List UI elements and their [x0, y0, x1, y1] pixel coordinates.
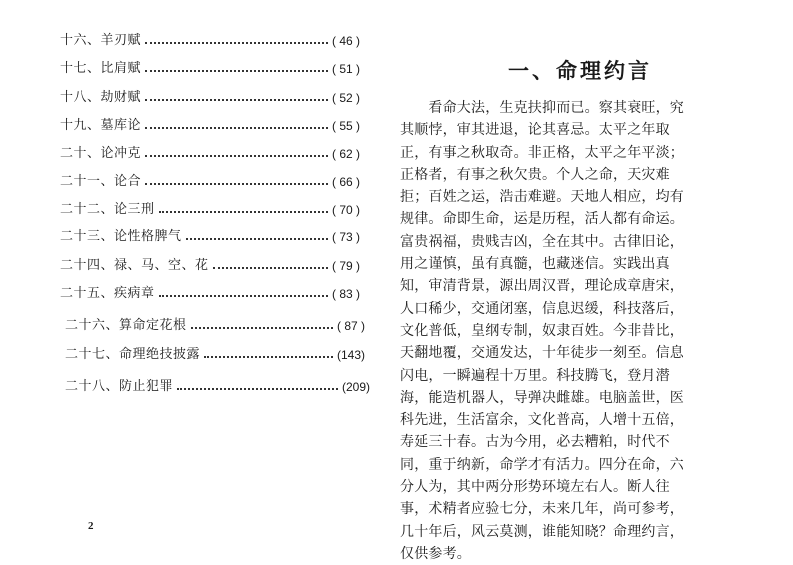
chapter-body: [400, 97, 780, 565]
toc-entry-title: 二十二、论三刑: [60, 202, 155, 217]
body-line: 拒；百姓之运，浩击难避。天地人相应，均有: [400, 189, 684, 206]
toc-entry-page: (143): [336, 348, 365, 362]
chapter-title: 一、命理约言: [508, 58, 652, 83]
toc-entry[interactable]: [60, 199, 360, 221]
body-line: 事，术精者应验七分，未来几年，尚可参考，: [400, 501, 684, 518]
body-line: 正，有事之秋取奇。非正格，太平之年平淡；: [400, 144, 684, 161]
toc-entry[interactable]: [60, 115, 360, 137]
body-line: 同，重于纳新，命学才有活力。四分在命，六: [400, 456, 684, 473]
toc-entry[interactable]: [60, 143, 360, 165]
body-line: 知，审清背景，源出周汉晋，理论成章唐宋，: [400, 278, 684, 295]
toc-leader-dots: [191, 327, 333, 329]
toc-leader-dots: [159, 211, 328, 213]
toc-entry-title: 二十三、论性格脾气: [60, 229, 182, 244]
body-line: 分人为，其中两分形势环境左右人。断人往: [400, 479, 670, 496]
body-line: 人口稀少，交通闭塞，信息迟缓，科技落后，: [400, 300, 684, 317]
toc-leader-dots: [145, 183, 328, 185]
toc-leader-dots: [145, 42, 328, 44]
toc-leader-dots: [145, 99, 328, 101]
body-line: 规律。命即生命，运是历程，活人都有命运。: [400, 211, 684, 228]
toc-entry-page: ( 46 ): [331, 34, 360, 48]
toc-entry[interactable]: [60, 87, 360, 109]
toc-entry-title: 二十、论冲克: [60, 146, 142, 161]
body-line: 文化普低，皇纲专制，奴隶百姓。今非昔比，: [400, 322, 684, 339]
toc-entry-title: 十九、墓库论: [60, 118, 142, 133]
toc-entry-page: ( 55 ): [331, 119, 360, 133]
body-line: 天翻地覆，交通发达，十年徒步一刻至。信息: [400, 345, 684, 362]
toc-entry-title: 十八、劫财赋: [60, 90, 142, 105]
toc-entry[interactable]: [60, 30, 360, 52]
toc-entry-page: ( 79 ): [331, 259, 360, 273]
toc-entry[interactable]: [65, 315, 365, 337]
toc-entry-page: ( 52 ): [331, 91, 360, 105]
toc-entry[interactable]: [60, 226, 360, 248]
toc-entry-page: ( 83 ): [331, 287, 360, 301]
toc-entry[interactable]: [60, 171, 360, 193]
toc-entry[interactable]: [65, 376, 370, 398]
toc-entry-title: 二十七、命理绝技披露: [65, 347, 201, 362]
body-line: 仅供参考。: [400, 545, 471, 562]
toc-leader-dots: [145, 127, 328, 129]
body-line: 闪电，一瞬遍程十万里。科技腾飞，登月潜: [400, 367, 670, 384]
toc-leader-dots: [204, 356, 333, 358]
toc-leader-dots: [159, 295, 328, 297]
toc-entry-title: 十六、羊刃赋: [60, 33, 142, 48]
body-line: 用之谨慎，虽有真髓，也藏迷信。实践出真: [400, 256, 670, 273]
body-line: 富贵祸福，贵贱吉凶，全在其中。古律旧论，: [400, 233, 684, 250]
body-line: 正格者，有事之秋欠贵。个人之命，天灾难: [400, 166, 670, 183]
toc-leader-dots: [186, 238, 328, 240]
toc-entry-title: 二十八、防止犯罪: [65, 379, 174, 394]
toc-entry-title: 十七、比肩赋: [60, 61, 142, 76]
toc-entry-page: (209): [341, 380, 370, 394]
toc-leader-dots: [145, 155, 328, 157]
toc-leader-dots: [145, 70, 328, 72]
toc-entry-title: 二十四、禄、马、空、花: [60, 258, 209, 273]
toc-entry-page: ( 87 ): [336, 319, 365, 333]
body-line: 海，能造机器人，导弹决雌雄。电脑盖世，医: [400, 389, 684, 406]
toc-entry[interactable]: [60, 255, 360, 277]
toc-entry-page: ( 51 ): [331, 62, 360, 76]
page-number: 2: [88, 520, 94, 532]
toc-leader-dots: [213, 267, 328, 269]
toc-entry-page: ( 66 ): [331, 175, 360, 189]
toc-entry-title: 二十一、论合: [60, 174, 142, 189]
body-line: 几十年后，风云莫测，谁能知晓？命理约言，: [400, 523, 684, 540]
body-line: 其顺悖，审其进退，论其喜忌。太平之年取: [400, 122, 670, 139]
toc-entry[interactable]: [60, 283, 360, 305]
toc-leader-dots: [177, 388, 338, 390]
body-line: 科先进，生活富余，文化普高，人增十五倍，: [400, 412, 684, 429]
toc-entry-page: ( 70 ): [331, 203, 360, 217]
body-line: 寿延三十春。古为今用，必去糟粕，时代不: [400, 434, 670, 451]
toc-entry-title: 二十五、疾病章: [60, 286, 155, 301]
toc-entry-title: 二十六、算命定花根: [65, 318, 187, 333]
body-line: 看命大法，生克扶抑而已。察其衰旺，究: [400, 100, 684, 116]
toc-entry[interactable]: [65, 344, 365, 366]
toc-entry-page: ( 62 ): [331, 147, 360, 161]
toc-entry-page: ( 73 ): [331, 230, 360, 244]
toc-entry[interactable]: [60, 58, 360, 80]
